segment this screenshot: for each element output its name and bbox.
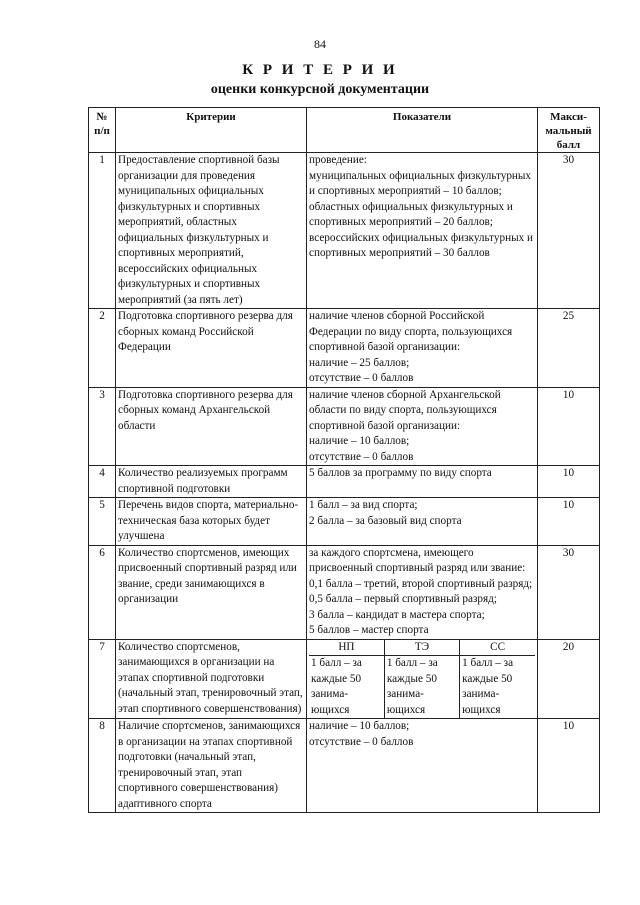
table-row [89,466,600,498]
page-number: 84 [314,37,326,51]
row-indicators [307,719,538,813]
row-number: 5 [89,498,116,546]
indicator-line: наличие членов сборной Архангельской области по виду спорта, пользующихся спортивной базой организации: [309,388,501,432]
indicator-line: 1 балл – за вид спорта; [309,499,418,511]
subvalue-np: 1 балл – за каждые 50 занима-ющихся [309,656,384,719]
indicator-line: отсутствие – 0 баллов [309,450,414,463]
row-score: 30 [538,545,600,639]
row-indicators [307,498,538,546]
row-score: 10 [538,466,600,498]
document-title: К Р И Т Е Р И И [242,62,398,78]
row-indicators-subtable [307,639,538,719]
criteria-table [88,107,600,813]
row-indicators [307,545,538,639]
indicator-line: областных официальных физкультурных и спортивных мероприятий – 20 баллов; [309,200,513,228]
table-row [89,153,600,309]
row-criterion: Перечень видов спорта, материально-техническая база которых будет улучшена [116,498,307,546]
header-max-score: Макси-мальный балл [538,108,600,153]
row-number: 8 [89,719,116,813]
indicator-line: отсутствие – 0 баллов [309,735,414,748]
indicator-line: 0,1 балла – третий, второй спортивный разряд; [309,577,533,590]
row-score: 30 [538,153,600,309]
row-criterion: Количество спортсменов, имеющих присвоенный спортивный разряд или звание, среди занимающихся в организации [116,545,307,639]
row-criterion: Подготовка спортивного резерва для сборных команд Российской Федерации [116,309,307,388]
subheader-ss: СС [460,640,535,656]
indicator-line: отсутствие – 0 баллов [309,372,414,384]
table-header-row [89,108,600,153]
indicator-line: наличие – 10 баллов; [309,720,410,732]
indicator-line: 5 баллов за программу по виду спорта [309,467,492,479]
indicator-line: муниципальных официальных физкультурных и спортивных мероприятий – 10 баллов; [309,169,532,197]
row-number: 6 [89,545,116,639]
header-num: № п/п [89,108,116,153]
subheader-np: НП [309,640,384,656]
row-indicators [307,466,538,498]
row-criterion: Наличие спортсменов, занимающихся в организации на этапах спортивной подготовки (начальный этап, тренировочный этап, этап спортивного совершенствования) адаптивного спорта [116,719,307,813]
row-number: 1 [89,153,116,309]
row-score: 10 [538,719,600,813]
document-subtitle: оценки конкурсной документации [210,82,430,97]
table-row [89,309,600,388]
row-number: 3 [89,387,116,466]
row-criterion: Количество спортсменов, занимающихся в организации на этапах спортивной подготовки (начальный этап, тренировочный этап, этап спортивного совершенствования) [116,639,307,719]
indicator-line: проведение: [309,154,367,166]
header-criteria: Критерии [116,108,307,153]
row-score: 20 [538,639,600,719]
row-number: 2 [89,309,116,388]
indicator-line: наличие членов сборной Российской Федерации по виду спорта, пользующихся спортивной базой организации: [309,310,513,353]
row-score: 10 [538,498,600,546]
row-indicators [307,387,538,466]
table-row [89,498,600,546]
table-row [89,639,600,719]
row-indicators [307,309,538,388]
subvalue-ss: 1 балл – за каждые 50 занима-ющихся [460,656,535,719]
row-number: 4 [89,466,116,498]
row-score: 10 [538,387,600,466]
row-indicators [307,153,538,309]
indicator-line: наличие – 25 баллов; [309,356,410,369]
indicator-line: наличие – 10 баллов; [309,435,410,447]
indicator-line: 2 балла – за базовый вид спорта [309,514,462,527]
row-criterion: Количество реализуемых программ спортивной подготовки [116,466,307,498]
indicator-line: за каждого спортсмена, имеющего присвоенный спортивный разряд или звание: [309,546,526,574]
row-criterion: Предоставление спортивной базы организации для проведения муниципальных официальных физкультурных и спортивных мероприятий, областных официальных физкультурных и спортивных мероприятий, всероссийских официальных физкультурных и спортивных мероприятий (за пять лет) [116,153,307,309]
table-row [89,719,600,813]
indicator-line: 0,5 балла – первый спортивный разряд; [309,593,497,605]
header-indicators: Показатели [307,108,538,153]
indicator-line: всероссийских официальных физкультурных и спортивных мероприятий – 30 баллов [309,231,533,259]
subvalue-te: 1 балл – за каждые 50 занима-ющихся [384,656,459,719]
row-criterion: Подготовка спортивного резерва для сборных команд Архангельской области [116,387,307,466]
table-row [89,545,600,639]
table-row [89,387,600,466]
indicator-line: 5 баллов – мастер спорта [309,624,429,636]
indicator-line: 3 балла – кандидат в мастера спорта; [309,608,485,621]
row-number: 7 [89,639,116,719]
row-score: 25 [538,309,600,388]
stage-subtable [309,640,535,719]
subheader-te: ТЭ [384,640,459,656]
